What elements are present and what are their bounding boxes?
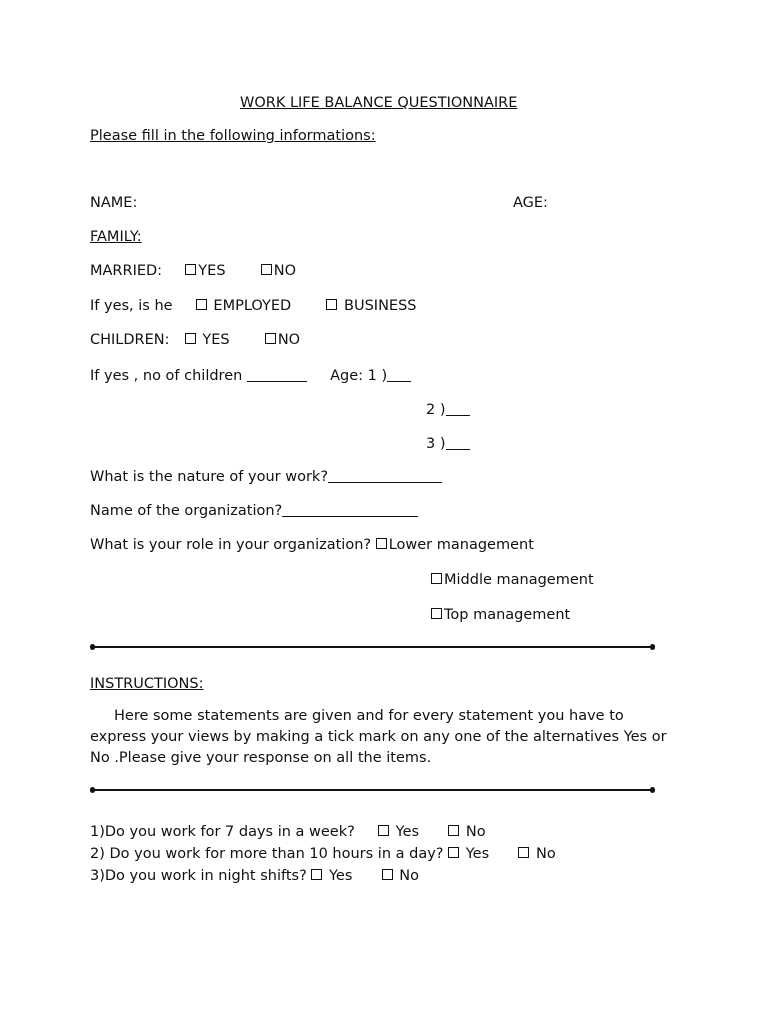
business-checkbox[interactable] [326,299,337,310]
family-heading: FAMILY: [90,229,142,245]
child-age-label-2: 2 ) [426,402,446,418]
children-yes-label: YES [202,332,230,348]
age-label: AGE: [513,195,548,211]
children-yes-checkbox[interactable] [185,333,196,344]
top-management-label: Top management [444,607,571,623]
question-3-text: 3)Do you work in night shifts? [90,868,307,884]
employed-checkbox[interactable] [196,299,207,310]
children-no-checkbox[interactable] [265,333,276,344]
spouse-label: If yes, is he [90,298,173,314]
question-1 [90,823,486,841]
children-no-label: NO [277,332,301,348]
question-2-no-checkbox[interactable] [518,847,529,858]
child-age-row-2 [426,401,470,419]
role-row [90,536,534,554]
children-label: CHILDREN: [90,332,170,348]
question-3-yes-label: Yes [329,868,353,884]
divider-bottom [91,789,654,791]
organization-label: Name of the organization? [90,503,283,519]
intro-text: Please fill in the following informations: [90,128,376,144]
instructions-heading: INSTRUCTIONS: [90,676,204,692]
question-2-text: 2) Do you work for more than 10 hours in a day? [90,846,444,862]
page-title: WORK LIFE BALANCE QUESTIONNAIRE [240,95,518,111]
married-label: MARRIED: [90,263,163,279]
question-1-text: 1)Do you work for 7 days in a week? [90,824,355,840]
child-age-label-3: 3 ) [426,436,446,452]
children-count-field[interactable] [247,367,307,382]
question-3-yes-checkbox[interactable] [311,869,322,880]
organization-field[interactable] [282,502,418,517]
question-1-yes-label: Yes [395,824,420,840]
question-1-no-checkbox[interactable] [448,825,459,836]
employed-label: EMPLOYED [213,298,292,314]
married-no-label: NO [273,263,297,279]
children-count-row [90,367,411,385]
question-1-yes-checkbox[interactable] [378,825,389,836]
married-yes-checkbox[interactable] [185,264,196,275]
nature-of-work-row [90,468,442,486]
instructions-text: Here some statements are given and for every statement you have to express your views by making a tick mark on any one of the alternatives Yes or No .Please give your response on all the items. [90,708,667,766]
business-label: BUSINESS [344,298,417,314]
child-age-field-3[interactable] [446,435,470,450]
role-label: What is your role in your organization? [90,537,372,553]
lower-management-checkbox[interactable] [376,538,387,549]
middle-management-row [431,571,594,589]
married-row [90,262,296,280]
question-3-no-checkbox[interactable] [382,869,393,880]
organization-row [90,502,418,520]
child-age-label-1: Age: 1 ) [330,368,388,384]
middle-management-label: Middle management [444,572,594,588]
child-age-field-2[interactable] [446,401,470,416]
question-1-no-label: No [465,824,486,840]
top-management-checkbox[interactable] [431,608,442,619]
question-2-no-label: No [535,846,556,862]
question-3 [90,867,419,885]
lower-management-label: Lower management [388,537,534,553]
top-management-row [431,606,570,624]
divider-top [91,646,654,648]
spouse-row [90,297,417,315]
children-count-label: If yes , no of children [90,368,243,384]
married-no-checkbox[interactable] [261,264,272,275]
question-2-yes-label: Yes [465,846,490,862]
question-2-yes-checkbox[interactable] [448,847,459,858]
child-age-row-3 [426,435,470,453]
name-label: NAME: [90,195,138,211]
question-3-no-label: No [399,868,419,884]
married-yes-label: YES [198,263,226,279]
children-row [90,331,300,349]
nature-of-work-label: What is the nature of your work? [90,469,329,485]
middle-management-checkbox[interactable] [431,573,442,584]
question-2 [90,845,556,863]
child-age-field-1[interactable] [387,367,411,382]
nature-of-work-field[interactable] [328,468,442,483]
